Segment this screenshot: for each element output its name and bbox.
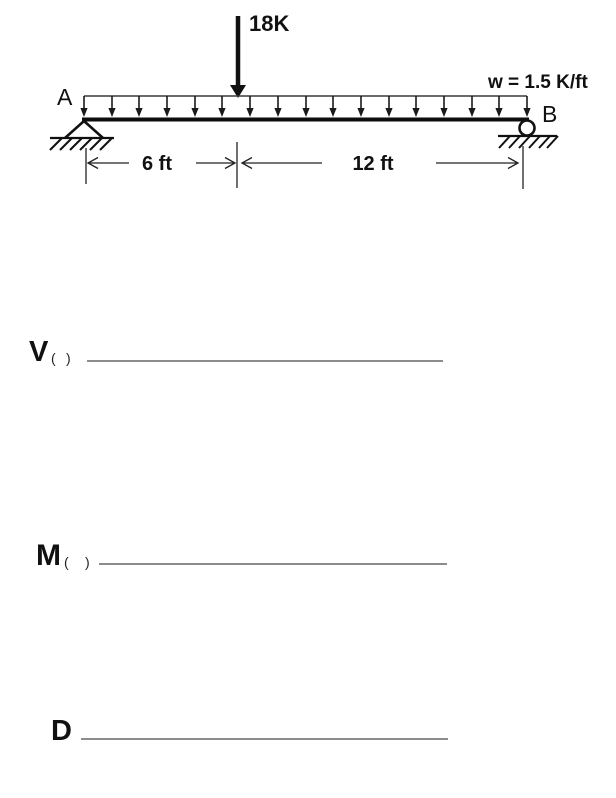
shear-sub-open: ( (51, 350, 56, 366)
deflection-answer-blank (81, 738, 448, 740)
distributed-load-arrow (357, 96, 364, 117)
distributed-load-arrow (468, 96, 475, 117)
distributed-load-label: w = 1.5 K/ft (488, 72, 588, 93)
distributed-load-arrow (246, 96, 253, 117)
distributed-load-arrow (523, 96, 530, 117)
distributed-load-arrow (274, 96, 281, 117)
distributed-load-arrow (412, 96, 419, 117)
distributed-load-arrow (191, 96, 198, 117)
moment-sub-close: ) (85, 554, 90, 570)
distributed-load-arrow (329, 96, 336, 117)
moment-answer-blank (99, 563, 447, 565)
dimension-left-label: 6 ft (142, 153, 172, 175)
distributed-load-arrow (385, 96, 392, 117)
shear-sub-close: ) (66, 350, 71, 366)
moment-sub-open: ( (64, 554, 69, 570)
distributed-load-arrow (80, 96, 87, 117)
pin-support (50, 121, 114, 150)
dimension-right-label: 12 ft (352, 153, 394, 175)
distributed-load-arrow (440, 96, 447, 117)
distributed-load-arrow (163, 96, 170, 117)
point-load-label: 18K (249, 11, 290, 36)
distributed-load-arrow (135, 96, 142, 117)
moment-symbol: M (36, 539, 61, 572)
support-b-label: B (542, 101, 558, 127)
beam-diagram (0, 0, 616, 220)
distributed-load-arrow (495, 96, 502, 117)
deflection-symbol: D (51, 715, 72, 747)
distributed-load-arrows (80, 96, 530, 117)
shear-answer-blank (87, 360, 443, 362)
point-load-arrow (230, 16, 246, 98)
distributed-load-arrow (218, 96, 225, 117)
support-a-label: A (57, 84, 73, 110)
distributed-load-arrow (302, 96, 309, 117)
distributed-load-arrow (108, 96, 115, 117)
shear-symbol: V (29, 336, 49, 368)
